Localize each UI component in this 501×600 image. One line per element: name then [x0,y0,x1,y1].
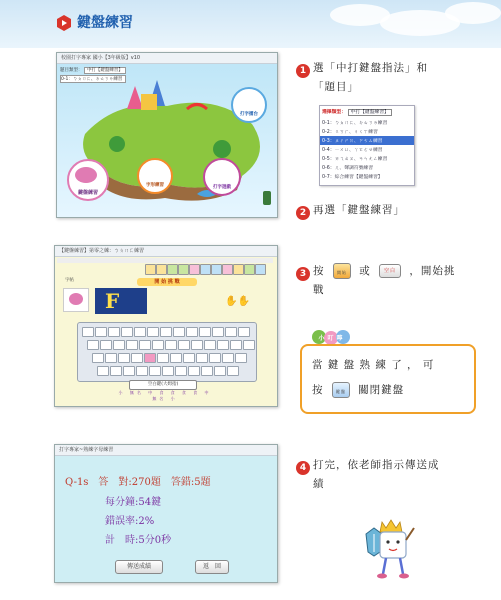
keyboard-key[interactable] [238,327,250,337]
keyboard-key[interactable] [162,366,174,376]
keyboard-key[interactable] [188,366,200,376]
page-title: 鍵盤練習 [77,15,133,31]
topic-option[interactable]: 0-5：ㄞㄟㄠㄡ、ㄢㄣㄤㄥ練習 [322,157,388,162]
type-select[interactable]: 中打【鍵盤練習】 [84,67,126,74]
space-key-icon: 空白 [379,264,401,278]
keyboard-key[interactable] [196,353,208,363]
window-title: 校園打字專家 國小【3年級版】v10 [57,53,277,64]
keyboard-key[interactable] [121,327,133,337]
toolbar-button[interactable] [189,264,200,275]
bubble-typing-arena[interactable]: 打字擂台 [231,87,267,123]
keyboard-key[interactable] [214,366,226,376]
result-speed: 每分鐘:54鍵 [105,497,162,508]
keyboard-key[interactable] [157,353,169,363]
toolbar-button[interactable] [222,264,233,275]
keyboard-toggle-icon: 鍵盤 [332,382,350,398]
toolbar-button[interactable] [200,264,211,275]
step2-text: 再選「鍵盤練習」 [313,204,405,216]
step4-text: 打完，依老師指示傳送成 績 [313,459,440,490]
keyboard-key[interactable] [97,366,109,376]
keyboard-key[interactable] [95,327,107,337]
keyboard-key[interactable] [204,340,216,350]
window-title: 打字專家~熟練字母練習 [55,445,277,456]
keyboard-key[interactable] [144,353,156,363]
keyboard-key[interactable] [209,353,221,363]
bubble-glyph-practice[interactable]: 字形練習 [137,158,173,194]
topic-option-list [320,118,414,181]
keyboard-key[interactable] [173,327,185,337]
topic-option[interactable]: 0-6：ㄦ、聲調符號練習 [322,166,374,171]
keyboard-key[interactable] [123,366,135,376]
font-label: 字帖 [65,278,74,283]
topic-option[interactable]: 0-7：綜合練習【鍵盤練習】 [322,175,383,180]
bubble-typing-game[interactable]: 打字遊戲 [203,158,241,196]
step3-screenshot [54,245,278,407]
step4-screenshot [54,444,278,583]
step-number-badge: 1 [296,64,310,78]
character-icon [69,293,83,305]
toolbar-button[interactable] [145,264,156,275]
toolbar-button[interactable] [178,264,189,275]
keyboard-key[interactable] [108,327,120,337]
step-number-badge: 3 [296,267,310,281]
keyboard-key[interactable] [175,366,187,376]
send-score-button[interactable]: 傳送成績 [115,560,163,574]
spacebar-key[interactable]: 空白鍵(大姆指) [129,380,197,390]
keyboard-key[interactable] [222,353,234,363]
tip-line1: 當 鍵 盤 熟 練 了 ， 可 [312,359,435,371]
back-button[interactable]: 返 回 [195,560,229,574]
keyboard-key[interactable] [235,353,247,363]
keyboard-key[interactable] [165,340,177,350]
current-letter-display: F [95,288,147,314]
keyboard-key[interactable] [230,340,242,350]
keyboard-key[interactable] [92,353,104,363]
character-icon [75,167,97,183]
step1-screenshot [56,52,278,218]
keyboard-key[interactable] [212,327,224,337]
start-button-icon: 開始 [333,263,351,279]
header-band [0,0,501,48]
menu-bar [57,258,273,263]
keyboard-key[interactable] [227,366,239,376]
keyboard-key[interactable] [100,340,112,350]
toolbar-button[interactable] [156,264,167,275]
toolbar-button[interactable] [233,264,244,275]
tip-line2: 按 鍵盤 關閉鍵盤 [312,384,405,396]
toolbar-button[interactable] [255,264,266,275]
keyboard-key[interactable] [149,366,161,376]
onscreen-keyboard [77,322,257,382]
keyboard-key[interactable] [201,366,213,376]
topic-option[interactable]: 0-1：ㄅㄆㄇㄈ、ㄉㄊㄋㄌ練習 [322,121,388,126]
keyboard-key[interactable] [126,340,138,350]
topic-select[interactable]: 0-1：ㄅㄆㄇㄈ、ㄉㄊㄋㄌ練習 [60,75,126,83]
result-error-rate: 錯誤率:2% [105,516,155,527]
keyboard-key[interactable] [183,353,195,363]
keyboard-key[interactable] [243,340,255,350]
toolbar-button[interactable] [167,264,178,275]
challenge-banner: 開 始 挑 戰 [137,278,197,286]
keyboard-key[interactable] [134,327,146,337]
mascot-panel [63,288,89,312]
keyboard-key[interactable] [139,340,151,350]
keyboard-key[interactable] [113,340,125,350]
exit-door-icon[interactable] [263,191,271,205]
keyboard-key[interactable] [217,340,229,350]
keyboard-key[interactable] [105,353,117,363]
result-time: 計 時:5分0秒 [105,535,172,546]
keyboard-key[interactable] [82,327,94,337]
keyboard-key[interactable] [191,340,203,350]
step1-text: 選「中打鍵盤指法」和 「題目」 [313,62,428,93]
finger-guide: 小 無名 中 食 食 食 食 中 無名 小 [118,390,212,401]
window-title: 【鍵盤練習】第零之練：ㄅㄆㄇㄈ練習 [55,246,277,257]
topic-option[interactable]: 0-2：ㄍㄎㄏ、ㄐㄑㄒ練習 [322,130,378,135]
selector-panel: 題目類型： 中打【鍵盤練習】 0-1：ㄅㄆㄇㄈ、ㄉㄊㄋㄌ練習 [60,67,140,83]
keyboard-key[interactable] [110,366,122,376]
type-dropdown[interactable]: 中打【鍵盤練習】 [348,109,392,116]
toolbar-button[interactable] [244,264,255,275]
keyboard-key[interactable] [152,340,164,350]
tip-box [300,344,476,414]
step-number-badge: 2 [296,206,310,220]
keyboard-key[interactable] [199,327,211,337]
toolbar-button[interactable] [211,264,222,275]
hexagon-bullet-icon [55,14,73,32]
keyboard-key[interactable] [87,340,99,350]
hands-icon: ✋✋ [225,296,250,307]
step-number-badge: 4 [296,461,310,475]
keyboard-key[interactable] [186,327,198,337]
step3-text: 按 開始 或 空白 ，開始挑 戰 [313,265,456,296]
keyboard-key[interactable] [178,340,190,350]
keyboard-key[interactable] [131,353,143,363]
cloud-decoration [445,2,501,24]
keyboard-key[interactable] [136,366,148,376]
keyboard-key[interactable] [170,353,182,363]
topic-option[interactable]: 0-3：ㄓㄔㄕㄖ、ㄗㄘㄙ練習 [320,136,414,145]
keyboard-key[interactable] [160,327,172,337]
bubble-keyboard-practice[interactable]: 鍵盤練習 [67,159,109,201]
topic-menu-zoom: 選擇類型： 中打【鍵盤練習】 0-1：ㄅㄆㄇㄈ、ㄉㄊㄋㄌ練習 0-2：ㄍㄎㄏ、ㄐㄑㄒ練習 0-3：ㄓㄔㄕㄖ、ㄗㄘㄙ練習 0-4：ㄧㄨㄩ、ㄚㄛㄜㄝ練習 0-5：ㄞㄟㄠㄡ、ㄢㄣㄤㄥ練習 0-6：ㄦ、聲調符號練習 0-7：綜合練習【鍵盤練習】 [319,105,415,186]
tip-badge: 小叮嚀 [312,330,352,346]
result-summary: Q-1s 答 對:270題 答錯:5題 [65,477,211,488]
keyboard-key[interactable] [118,353,130,363]
keyboard-key[interactable] [225,327,237,337]
mascot-illustration [360,512,418,584]
topic-option[interactable]: 0-4：ㄧㄨㄩ、ㄚㄛㄜㄝ練習 [322,148,383,153]
keyboard-key[interactable] [147,327,159,337]
